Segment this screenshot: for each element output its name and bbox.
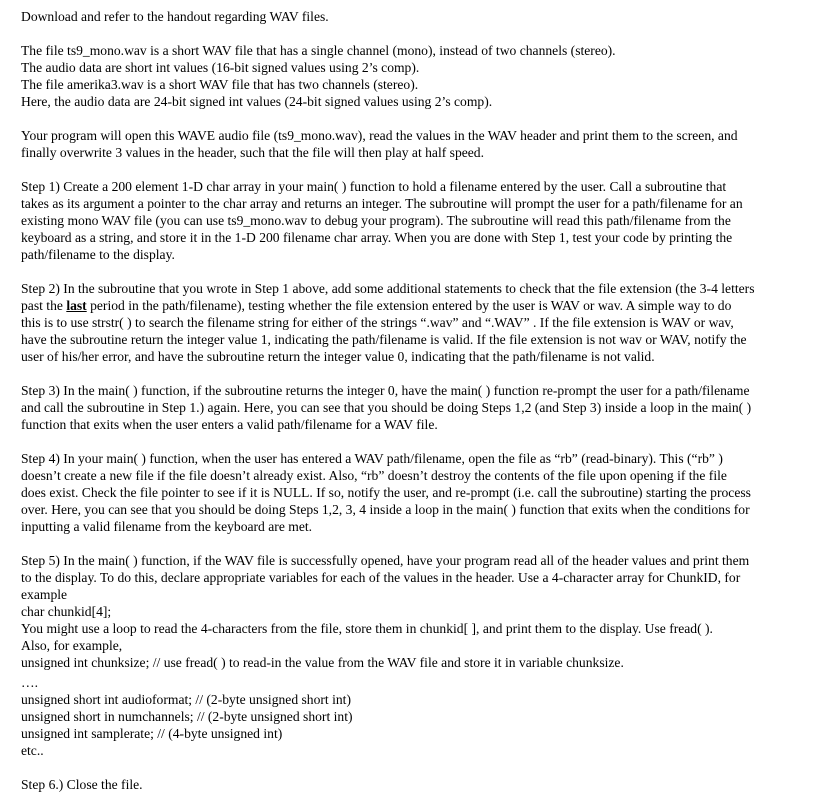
step4-line: over. Here, you can see that you should be doing Steps 1,2, 3, 4 inside a loop in the main( ) function that exits when the conditions for <box>21 502 750 517</box>
code-line-chunkid: char chunkid[4]; <box>21 604 112 619</box>
step5-line: to the display. To do this, declare appropriate variables for each of the values in the header. Use a 4-character array for ChunkID, for <box>21 570 741 585</box>
step3-line: and call the subroutine in Step 1.) again. Here, you can see that you should be doing Steps 1,2 (and Step 3) inside a loop in the main( ) <box>21 400 752 415</box>
declarations-block <box>21 691 821 759</box>
step3-paragraph <box>21 382 821 433</box>
step1-line: path/filename to the display. <box>21 247 175 262</box>
code-line: unsigned short int audioformat; // (2-byte unsigned short int) <box>21 692 351 707</box>
step5-line: Also, for example, <box>21 638 123 653</box>
step2-line <box>21 297 821 314</box>
program-line: Your program will open this WAVE audio file (ts9_mono.wav), read the values in the WAV header and print them to the screen, and <box>21 128 738 143</box>
step2-paragraph <box>21 280 821 365</box>
code-line-chunksize: unsigned int chunksize; // use fread( ) to read-in the value from the WAV file and store it in variable chunksize. <box>21 655 624 670</box>
code-line: unsigned short in numchannels; // (2-byte unsigned short int) <box>21 709 353 724</box>
step3-line: Step 3) In the main( ) function, if the subroutine returns the integer 0, have the main( ) function re-prompt the user for a path/filename <box>21 383 750 398</box>
document-body <box>21 8 821 793</box>
step6-paragraph <box>21 776 821 793</box>
program-paragraph <box>21 127 821 161</box>
step4-paragraph <box>21 450 821 535</box>
step5-line: You might use a loop to read the 4-characters from the file, store them in chunkid[ ], and print them to the display. Use fread( ). <box>21 621 713 636</box>
files-paragraph <box>21 42 821 110</box>
code-line: etc.. <box>21 743 44 758</box>
intro-paragraph <box>21 8 821 25</box>
step1-line: existing mono WAV file (you can use ts9_mono.wav to debug your program). The subroutine will read this path/filename from the <box>21 213 731 228</box>
step2-line: Step 2) In the subroutine that you wrote in Step 1 above, add some additional statements to check that the file extension (the 3-4 letters <box>21 281 755 296</box>
step4-line: inputting a valid filename from the keyboard are met. <box>21 519 313 534</box>
files-line: The file ts9_mono.wav is a short WAV file that has a single channel (mono), instead of two channels (stereo). <box>21 43 616 58</box>
files-line: The file amerika3.wav is a short WAV file that has two channels (stereo). <box>21 77 419 92</box>
step6-line: Step 6.) Close the file. <box>21 777 143 792</box>
step2-line: this is to use strstr( ) to search the filename string for either of the strings “.wav” and “.WAV” . If the file extension is WAV or wav, <box>21 315 734 330</box>
emphasis-last: last <box>66 298 87 313</box>
step1-line: keyboard as a string, and store it in the 1-D 200 filename char array. When you are done with Step 1, test your code by printing the <box>21 230 733 245</box>
program-line: finally overwrite 3 values in the header, such that the file will then play at half speed. <box>21 145 484 160</box>
step2-line: user of his/her error, and have the subroutine return the integer value 0, indicating that the path/filename is not valid. <box>21 349 655 364</box>
step4-line: Step 4) In your main( ) function, when the user has entered a WAV path/filename, open the file as “rb” (read-binary). This (“rb” ) <box>21 451 723 466</box>
step3-line: function that exits when the user enters a valid path/filename for a WAV file. <box>21 417 438 432</box>
step4-line: doesn’t create a new file if the file doesn’t already exist. Also, “rb” doesn’t destroy the contents of the file upon opening if the file <box>21 468 727 483</box>
step2-line: have the subroutine return the integer value 1, indicating the path/filename is valid. If the file extension is not wav or WAV, notify the <box>21 332 747 347</box>
intro-line: Download and refer to the handout regarding WAV files. <box>21 9 329 24</box>
step5-paragraph <box>21 552 821 671</box>
step2-text: past the <box>21 298 67 313</box>
files-line: The audio data are short int values (16-bit signed values using 2’s comp). <box>21 60 420 75</box>
step4-line: does exist. Check the file pointer to see if it is NULL. If so, notify the user, and re-prompt (i.e. call the subroutine) starting the process <box>21 485 751 500</box>
step2-text: period in the path/filename), testing whether the file extension entered by the user is WAV or wav. A simple way to do <box>86 298 732 313</box>
step5-line: Step 5) In the main( ) function, if the WAV file is successfully opened, have your program read all of the header values and print them <box>21 553 750 568</box>
step1-line: Step 1) Create a 200 element 1-D char array in your main( ) function to hold a filename entered by the user. Call a subroutine that <box>21 179 727 194</box>
files-line: Here, the audio data are 24-bit signed int values (24-bit signed values using 2’s comp). <box>21 94 493 109</box>
step1-paragraph <box>21 178 821 263</box>
step1-line: takes as its argument a pointer to the char array and returns an integer. The subroutine will prompt the user for a path/filename for an <box>21 196 743 211</box>
ellipsis-dots: …. <box>21 675 38 690</box>
step5-line: example <box>21 587 68 602</box>
code-line: unsigned int samplerate; // (4-byte unsigned int) <box>21 726 283 741</box>
